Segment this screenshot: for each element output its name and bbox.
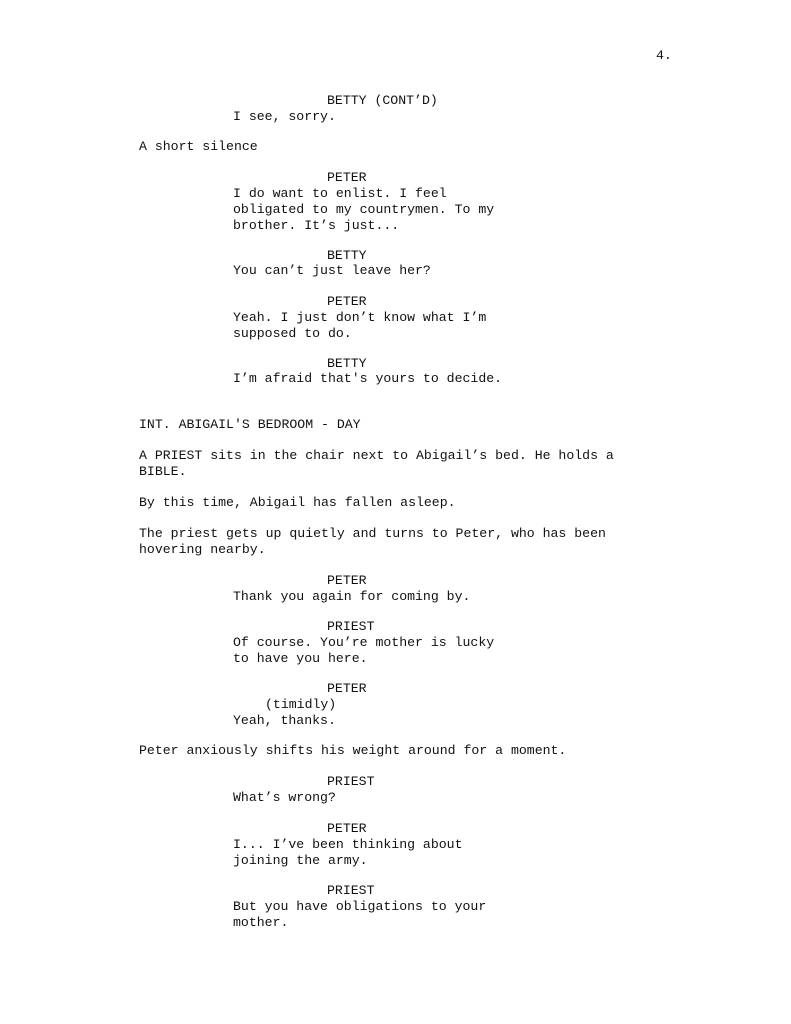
dialogue-line: You can’t just leave her? [233, 263, 431, 278]
action-line: By this time, Abigail has fallen asleep. [139, 495, 456, 510]
action-line: The priest gets up quietly and turns to Peter, who has been [139, 526, 606, 541]
dialogue-line: mother. [233, 915, 289, 930]
dialogue-line: Of course. You’re mother is lucky [233, 635, 495, 650]
character-name: PETER [327, 170, 367, 185]
scene-heading: INT. ABIGAIL'S BEDROOM - DAY [139, 417, 361, 432]
action-line: hovering nearby. [139, 542, 266, 557]
dialogue-line: Thank you again for coming by. [233, 589, 471, 604]
dialogue-line: I... I’ve been thinking about [233, 837, 463, 852]
dialogue-line: I see, sorry. [233, 109, 336, 124]
parenthetical: (timidly) [265, 697, 337, 712]
dialogue-line: I’m afraid that's yours to decide. [233, 371, 503, 386]
dialogue-line: What’s wrong? [233, 790, 336, 805]
dialogue-line: I do want to enlist. I feel [233, 186, 447, 201]
dialogue-line: obligated to my countrymen. To my [233, 202, 495, 217]
page-number: 4. [656, 48, 672, 63]
character-name: PETER [327, 573, 367, 588]
dialogue-line: brother. It’s just... [233, 218, 400, 233]
dialogue-line: Yeah. I just don’t know what I’m [233, 310, 487, 325]
dialogue-line: But you have obligations to your [233, 899, 487, 914]
character-name: PRIEST [327, 619, 375, 634]
character-name: PRIEST [327, 883, 375, 898]
character-name: PETER [327, 681, 367, 696]
action-line: BIBLE. [139, 464, 187, 479]
character-name: BETTY (CONT’D) [327, 93, 438, 108]
dialogue-line: to have you here. [233, 651, 368, 666]
action-line: Peter anxiously shifts his weight around for a moment. [139, 743, 567, 758]
action-line: A short silence [139, 139, 258, 154]
character-name: PETER [327, 294, 367, 309]
dialogue-line: Yeah, thanks. [233, 713, 336, 728]
character-name: PETER [327, 821, 367, 836]
action-line: A PRIEST sits in the chair next to Abigail’s bed. He holds a [139, 448, 614, 463]
dialogue-line: joining the army. [233, 853, 368, 868]
dialogue-line: supposed to do. [233, 326, 352, 341]
character-name: BETTY [327, 356, 367, 371]
character-name: PRIEST [327, 774, 375, 789]
character-name: BETTY [327, 248, 367, 263]
